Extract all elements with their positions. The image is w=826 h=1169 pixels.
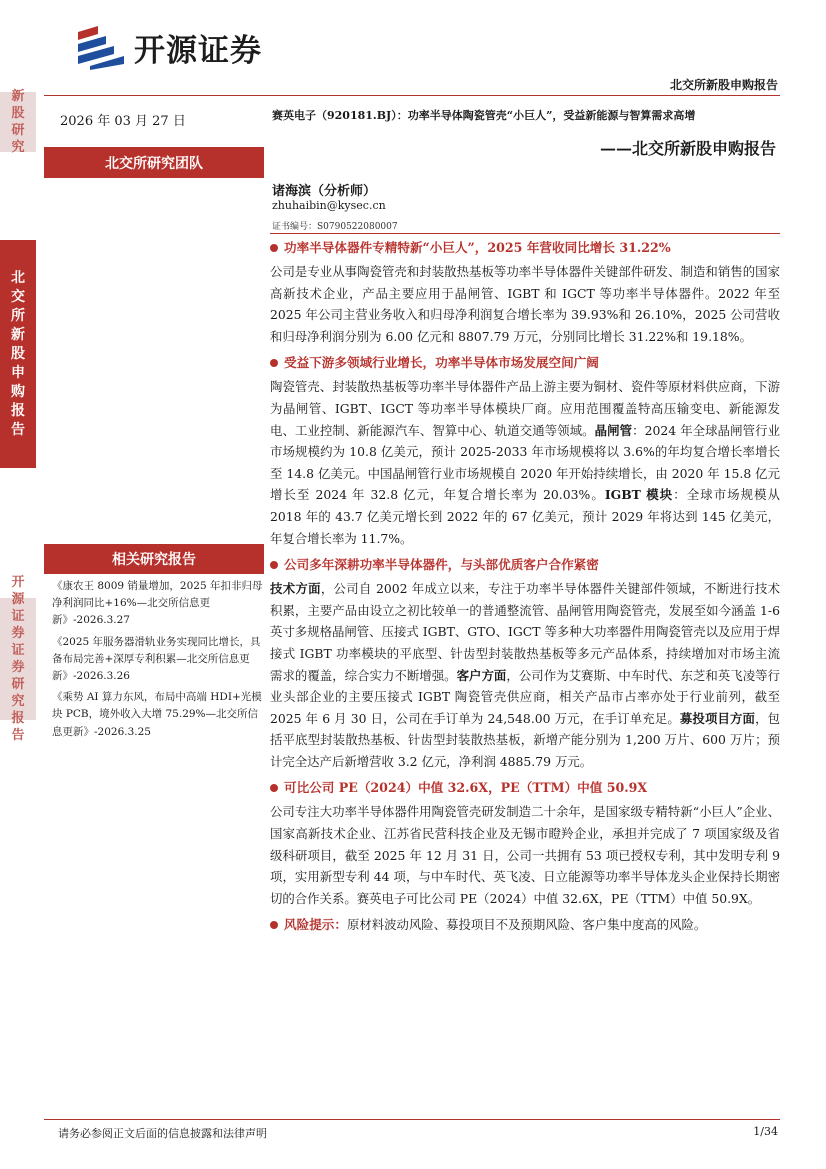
footer-disclaimer: 请务必参阅正文后面的信息披露和法律声明 [58,1127,267,1140]
side-tab-char: 券 [11,660,25,675]
analyst-name: 诸海滨（分析师） [272,184,377,199]
section-heading-text: 功率半导体器件专精特新“小巨人”，2025 年营收同比增长 31.22% [284,240,671,255]
section-heading-text: 受益下游多领域行业增长，功率半导体市场发展空间广阔 [284,355,599,371]
report-date: 2026 年 03 月 27 日 [60,114,186,129]
side-tab-char: 券 [11,626,25,641]
paragraph-text: 公司专注大功率半导体器件用陶瓷管壳研发制造二十余年，是国家级专精特新“小巨人”企业、国家高新技术企业、江苏省民营科技企业及无锡市瞪羚企业，承担并完成了 7 项国家级及省级科研项目，截至 2025 年 12 月 31 日，公司一共拥有 53 项已授权专利，其中发明专利 9 项，实用新型专利 44 项，与中车时代、英飞凌、日立能源等功率半导体龙头企业保持长期密切的合作关系。赛英电子可比公司 PE（2024）中值 32.6X，PE（TTM）中值 50.9X。 [270,804,780,906]
paragraph-text: ，包括平底型封装散热基板、针齿型封装散热基板，新增产能分别为 1,200 万片、600 万片；预计完全达产后新增营收 3.2 亿元，净利润 4885.79 万元。 [270,710,781,769]
company-logo [76,24,262,70]
risk-warning [270,915,780,935]
section-heading [270,238,780,258]
related-report-item[interactable]: 《2025 年服务器滑轨业务实现同比增长，具备布局完善+深厚专利积累—北交所信息更新》-2026.3.26 [52,635,261,683]
side-tab-char: 究 [11,694,25,709]
side-tab-kaiyuan-research [0,575,36,743]
page-title: 赛英电子（920181.BJ）：功率半导体陶瓷管壳“小巨人”，受益新能源与智算需求高增 [272,109,696,122]
side-tab-char: 开 [11,575,25,590]
side-tab-char: 所 [11,307,25,324]
side-tab-char: 研 [11,123,25,138]
side-tab-char: 购 [11,383,25,400]
paragraph-bold-label: IGBT 模块 [604,487,674,503]
paragraph-text: ，公司自 2002 年成立以来，专注于功率半导体器件关键部件领域，不断进行技术积累，主要产品由设立之初比较单一的普通整流管、晶闸管用陶瓷管壳，发展至如今涵盖 1-6 英寸多规格晶闸管、压接式 IGBT、GTO、IGCT 等多种大功率器件用陶瓷管壳以及应用于焊接式 IGBT 功率模块的平底型、针齿型封装散热基板等多元产品体系，持续增加对市场主流需求的覆盖，综合实力不断增强。 [270,581,780,683]
content-section [270,555,780,772]
page-subtitle: ——北交所新股申购报告 [599,139,776,158]
side-tab-char: 新 [11,326,25,343]
page-number: 1/34 [753,1125,778,1138]
analyst-email[interactable]: zhuhaibin@kysec.cn [272,199,386,212]
content-section [270,353,780,549]
side-tab-char: 告 [11,728,25,743]
section-heading [270,778,780,798]
side-tab-char: 北 [11,269,25,286]
main-content [270,238,780,938]
side-tab-char: 交 [11,288,25,305]
related-reports-heading: 相关研究报告 [44,544,264,574]
side-tab-char: 报 [11,711,25,726]
paragraph-bold-label: 客户方面 [456,667,507,683]
side-tab-char: 研 [11,677,25,692]
side-tab-bse-report [0,240,36,468]
logo-text: 开源证券 [134,32,262,69]
red-dot-bullet-icon [270,359,278,367]
side-tab-char: 证 [11,609,25,624]
section-heading [270,353,780,373]
content-section [270,778,780,909]
paragraph-bold-label: 募投项目方面 [679,710,756,726]
paragraph-text: 陶瓷管壳、封装散热基板等功率半导体器件产品上游主要为铜材、瓷件等原材料供应商，下游为晶闸管、IGBT、IGCT 等功率半导体模块厂商。应用范围覆盖特高压输变电、新能源发电、工业控制、新能源汽车、智算中心、轨道交通等领域。 [270,379,780,438]
side-tab-char: 报 [11,402,25,419]
side-tab-char: 告 [11,421,25,438]
side-tab-new-stock-research [0,89,36,155]
report-type-header: 北交所新股申购报告 [669,78,778,92]
side-tab-char: 证 [11,643,25,658]
content-section [270,238,780,347]
red-dot-bullet-icon [270,784,278,792]
paragraph-bold-label: 技术方面 [270,581,321,597]
paragraph-bold-label: 晶闸管 [594,422,633,438]
section-paragraph [270,801,780,909]
footer-divider [44,1119,780,1120]
red-dot-bullet-icon [270,921,278,929]
side-tab-char: 源 [11,592,25,607]
side-tab-char: 股 [11,106,25,121]
section-paragraph [270,578,780,772]
risk-text: 原材料波动风险、募投项目不及预期风险、客户集中度高的风险。 [346,917,707,933]
paragraph-text: 公司是专业从事陶瓷管壳和封装散热基板等功率半导体器件关键部件研发、制造和销售的国家高新技术企业，产品主要应用于晶闸管、IGBT 和 IGCT 等功率半导体器件。2022 年至 2025 年公司主营业务收入和归母净利润复合增长率为 39.93%和 26.10%，2025 公司营收和归母净利润分别为 6.00 亿元和 8807.79 万元，分别同比增长 31.22%和 19.18%。 [270,264,780,344]
team-label: 北交所研究团队 [44,147,264,178]
related-report-item[interactable]: 《康农王 8009 销量增加，2025 年扣非归母净利润同比+16%—北交所信息更新》-2026.3.27 [52,580,263,627]
analyst-cert: 证书编号：S0790522080007 [272,222,398,232]
header-divider [44,95,780,96]
related-reports-list [52,578,266,745]
side-tab-char: 股 [11,345,25,362]
paragraph-text: ，公司作为艾赛斯、中车时代、东芝和英飞凌等行业头部企业的主要压接式 IGBT 陶瓷管壳供应商，相关产品市占率亦处于行业前列，截至 2025 年 6 月 30 日，公司在手订单为 24,548.00 万元，在手订单充足。 [270,667,781,726]
section-heading-text: 公司多年深耕功率半导体器件，与头部优质客户合作紧密 [284,557,599,573]
section-paragraph [270,261,780,347]
analyst-divider [270,233,780,234]
side-tab-char: 究 [11,140,25,155]
paragraph-text: ：全球市场规模从 2018 年的 43.7 亿美元增长到 2022 年的 67 亿美元，预计 2029 年将达到 145 亿美元，年复合增长率为 11.7%。 [270,487,781,546]
related-report-item[interactable]: 《乘势 AI 算力东风，布局中高端 HDI+光模块 PCB，境外收入大增 75.29%—北交所信息更新》-2026.3.25 [52,691,262,738]
section-heading [270,555,780,575]
red-dot-bullet-icon [270,561,278,569]
kaiyuan-logo-icon [76,24,128,70]
section-heading-text: 可比公司 PE（2024）中值 32.6X，PE（TTM）中值 50.9X [284,780,648,796]
side-tab-char: 申 [11,364,25,381]
risk-label: 风险提示： [284,917,347,933]
section-paragraph [270,376,780,549]
paragraph-text: ：2024 年全球晶闸管行业市场规模约为 10.8 亿美元，预计 2025-2033 年市场规模将以 3.6%的年均复合增长率增长至 14.8 亿美元。中国晶闸管行业市场规模自 2020 年开始持续增长，由 2020 年 15.8 亿元增长至 2024 年 32.8 亿元，年复合增长率为 20.03%。 [270,422,780,503]
side-tab-char: 新 [11,89,25,104]
red-dot-bullet-icon [270,244,278,252]
